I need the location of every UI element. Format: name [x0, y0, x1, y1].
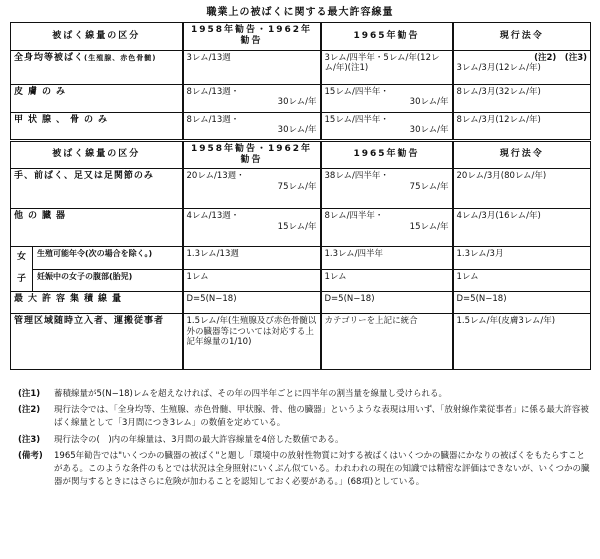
note-text: 現行法令の( )内の年線量は、3月間の最大許容線量を4倍した数値である。	[54, 434, 344, 445]
note-2	[18, 404, 590, 430]
note-label: (備考)	[18, 450, 43, 461]
cell: 8レム/13週・ 30レム/年	[183, 112, 321, 140]
women-char-1: 女	[16, 252, 26, 263]
cell: 1.3レム/3月	[453, 247, 591, 270]
table-row-max-dose	[11, 292, 591, 314]
women-sub-2: 妊娠中の女子の腹部(胎児)	[37, 271, 133, 281]
cell: 1.5レム/年(生殖腺及び赤色骨髄以外の臓器等については対応する上記年線量の1/10)	[183, 314, 321, 370]
table-row-controlled-area	[11, 314, 591, 370]
cell: カテゴリーを上記に統合	[321, 314, 453, 370]
table-header-row-2	[11, 140, 591, 169]
page-title: 職業上の被ばくに関する最大許容線量	[206, 7, 394, 18]
note-text: 1965年勧告では"いくつかの臓器の被ばく"と題し「環境中の放射性物質に対する被ばくはいくつかの臓器にかなりの被ばくをもたらすことがある。このような条件のもとでは状況は全身照射にいくぶん似ている。われわれの現在の知識では精密な評価はできないが、いくつかの臓器が関与するときにはさらに危険が加わることを認知しておく必要がある。」(68項)としている。	[54, 450, 590, 488]
note-remarks	[18, 450, 590, 490]
note-label: (注3)	[18, 434, 41, 445]
row-label: 甲状腺、骨のみ	[11, 112, 183, 140]
table-row	[11, 169, 591, 209]
row-label: 最大許容集積線量	[11, 292, 183, 314]
cell: 8レム/13週・ 30レム/年	[183, 84, 321, 112]
row-label: 皮膚のみ	[11, 84, 183, 112]
header-1958: 1958年勧告・1962年勧告	[183, 23, 321, 51]
women-label-cell	[11, 247, 183, 292]
women-char-2: 子	[16, 274, 26, 285]
cell: D=5(N−18)	[321, 292, 453, 314]
cell: 3レム/四半年・5レム/年(12レム/年)(注1)	[321, 50, 453, 84]
header-1965: 1965年勧告	[321, 23, 453, 51]
row-label: 管理区域随時立入者、運搬従事者	[11, 314, 183, 370]
header-current-law: 現行法令	[453, 23, 591, 51]
cell: (注2) (注3) 3レム/3月(12レム/年)	[453, 50, 591, 84]
header-1965: 1965年勧告	[321, 140, 453, 169]
header-category: 被ばく線量の区分	[11, 23, 183, 51]
table-header-row-1	[11, 23, 591, 51]
table-row-women-1	[11, 247, 591, 270]
cell: 1.3レム/13週	[183, 247, 321, 270]
header-current-law: 現行法令	[453, 140, 591, 169]
table-row	[11, 209, 591, 247]
cell: 3レム/13週	[183, 50, 321, 84]
table-row	[11, 50, 591, 84]
cell: 38レム/四半年・ 75レム/年	[321, 169, 453, 209]
row-label: 全身均等被ばく(生殖腺、赤色骨髄)	[11, 50, 183, 84]
cell: 1.5レム/年(皮膚3レム/年)	[453, 314, 591, 370]
cell: 8レム/四半年・ 15レム/年	[321, 209, 453, 247]
notes-section	[18, 388, 590, 492]
cell: D=5(N−18)	[453, 292, 591, 314]
cell: 4レム/3月(16レム/年)	[453, 209, 591, 247]
header-1958: 1958年勧告・1962年勧告	[183, 140, 321, 169]
dose-limit-table	[10, 22, 591, 370]
note-1	[18, 388, 590, 401]
cell: 4レム/13週・ 15レム/年	[183, 209, 321, 247]
table-row	[11, 112, 591, 140]
note-text: 蓄積線量が5(N−18)レムを超えなければ、その年の四半年ごとに四半年の割当量を線量し受けられる。	[54, 389, 448, 399]
note-label: (注2)	[18, 405, 41, 416]
row-label: 他の臓器	[11, 209, 183, 247]
cell: 8レム/3月(32レム/年)	[453, 84, 591, 112]
cell: 1.3レム/四半年	[321, 247, 453, 270]
cell: D=5(N−18)	[183, 292, 321, 314]
cell: 1レム	[453, 269, 591, 292]
note-text: 現行法令では、「全身均等、生殖腺、赤色骨髄、甲状腺、骨、他の臓器」というような表現は用いず、「放射線作業従事者」に係る最大許容被ばく線量として「3月間につき3レム」の数値を定めている。	[54, 405, 589, 429]
cell: 15レム/四半年・ 30レム/年	[321, 112, 453, 140]
cell: 20レム/3月(80レム/年)	[453, 169, 591, 209]
cell: 1レム	[321, 269, 453, 292]
note-label: (注1)	[18, 389, 41, 399]
cell: 1レム	[183, 269, 321, 292]
cell: 20レム/13週・ 75レム/年	[183, 169, 321, 209]
table-row	[11, 84, 591, 112]
header-category: 被ばく線量の区分	[11, 140, 183, 169]
note-3	[18, 434, 590, 447]
cell: 8レム/3月(12レム/年)	[453, 112, 591, 140]
cell: 15レム/四半年・ 30レム/年	[321, 84, 453, 112]
row-label: 手、前ばく、足又は足関節のみ	[11, 169, 183, 209]
women-sub-1: 生殖可能年令(次の場合を除く。)	[33, 247, 182, 270]
